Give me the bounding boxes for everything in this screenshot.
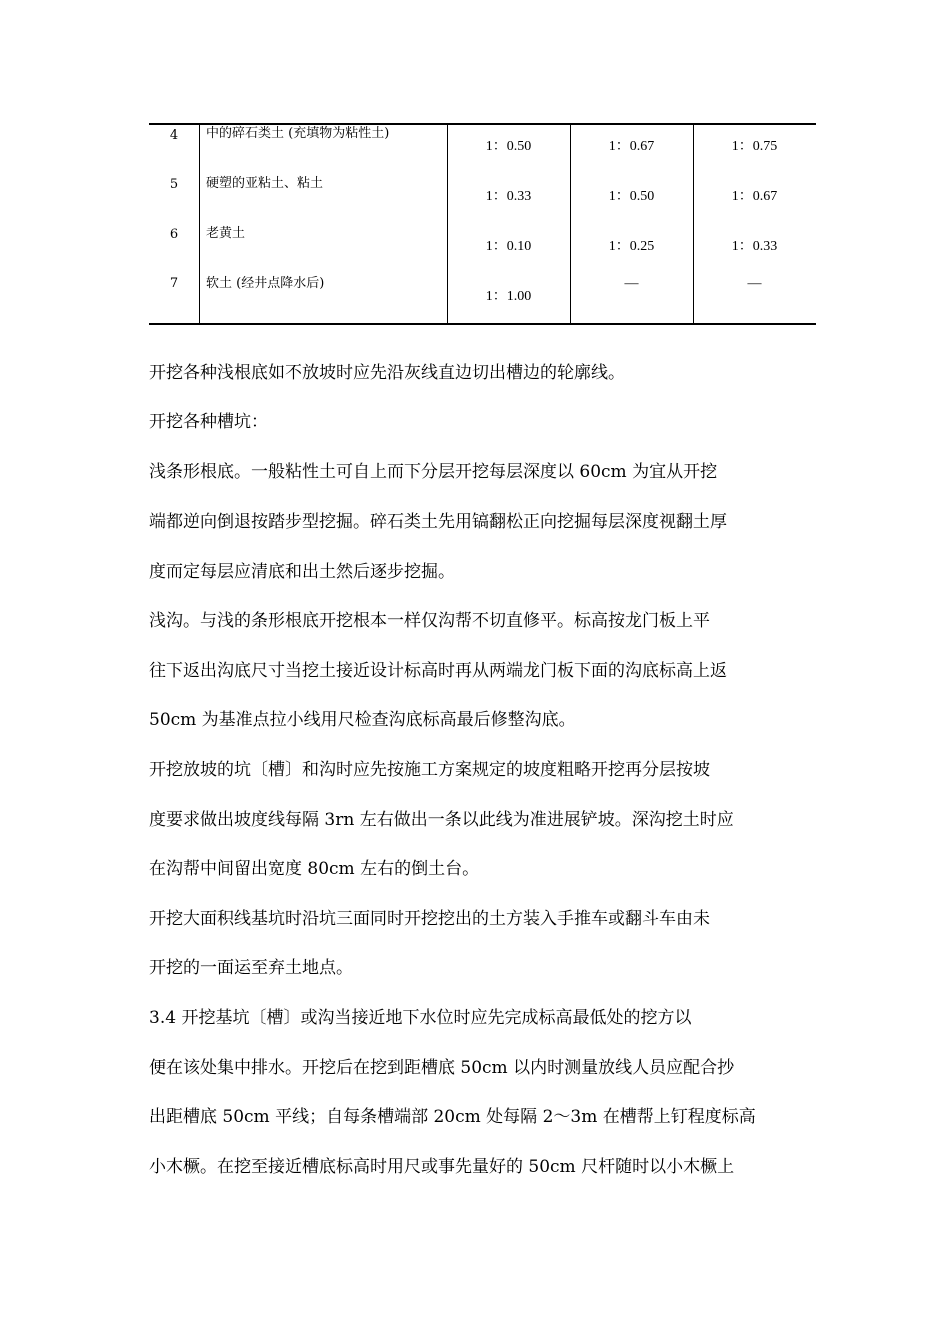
table-column-divider bbox=[199, 125, 200, 323]
table-ratio-cell: 1：0.33 bbox=[485, 189, 532, 204]
table-ratio-cell: — bbox=[624, 276, 639, 291]
body-text-line: 浅沟。与浅的条形根底开挖根本一样仅沟帮不切直修平。标高按龙门板上平 bbox=[149, 611, 710, 631]
body-text-line: 开挖大面积线基坑时沿坑三面同时开挖挖出的土方装入手推车或翻斗车由未 bbox=[149, 909, 710, 929]
body-text-line: 往下返出沟底尺寸当挖土接近设计标高时再从两端龙门板下面的沟底标高上返 bbox=[149, 661, 727, 681]
body-text-line: 浅条形根底。一般粘性土可自上而下分层开挖每层深度以 60cm 为宜从开挖 bbox=[149, 462, 718, 482]
body-text-line: 便在该处集中排水。开挖后在挖到距槽底 50cm 以内时测量放线人员应配合抄 bbox=[149, 1058, 735, 1078]
table-ratio-cell: 1：0.10 bbox=[485, 239, 532, 254]
table-ratio-cell: 1：0.25 bbox=[608, 239, 655, 254]
table-ratio-cell: 1：0.67 bbox=[608, 139, 655, 154]
body-text-line: 开挖各种浅根底如不放坡时应先沿灰线直边切出槽边的轮廓线。 bbox=[149, 363, 625, 383]
table-ratio-cell: 1：0.33 bbox=[731, 239, 778, 254]
table-ratio-cell: — bbox=[747, 276, 762, 291]
table-ratio-cell: 1：0.50 bbox=[608, 189, 655, 204]
table-row-number: 4 bbox=[169, 128, 179, 143]
body-text-line: 小木橛。在挖至接近槽底标高时用尺或事先量好的 50cm 尺杆随时以小木橛上 bbox=[149, 1157, 735, 1177]
body-text-line: 开挖的一面运至弃土地点。 bbox=[149, 958, 353, 978]
table-soil-type: 软土 (经井点降水后) bbox=[206, 276, 325, 291]
table-soil-type: 老黄土 bbox=[206, 226, 246, 241]
body-text-line: 出距槽底 50cm 平线；自每条槽端部 20cm 处每隔 2～3m 在槽帮上钉程度标高 bbox=[149, 1107, 756, 1127]
table-row-number: 6 bbox=[169, 227, 179, 242]
table-soil-type: 中的碎石类土 (充填物为粘性土) bbox=[206, 126, 390, 141]
body-text-line: 度而定每层应清底和出土然后逐步挖掘。 bbox=[149, 562, 455, 582]
table-ratio-cell: 1：1.00 bbox=[485, 289, 532, 304]
body-text-line: 3.4 开挖基坑〔槽〕或沟当接近地下水位时应先完成标高最低处的挖方以 bbox=[149, 1008, 692, 1028]
table-ratio-cell: 1：0.50 bbox=[485, 139, 532, 154]
body-text-line: 开挖各种槽坑： bbox=[149, 412, 268, 432]
body-text-line: 开挖放坡的坑〔槽〕和沟时应先按施工方案规定的坡度粗略开挖再分层按坡 bbox=[149, 760, 710, 780]
body-text-line: 端都逆向倒退按踏步型挖掘。碎石类土先用镐翻松正向挖掘每层深度视翻土厚 bbox=[149, 512, 727, 532]
slope-ratio-table bbox=[149, 123, 816, 325]
table-soil-type: 硬塑的亚粘土、粘土 bbox=[206, 176, 324, 191]
body-text-line: 度要求做出坡度线每隔 3rn 左右做出一条以此线为准进展铲坡。深沟挖土时应 bbox=[149, 810, 734, 830]
table-row-number: 7 bbox=[169, 276, 179, 291]
table-ratio-cell: 1：0.67 bbox=[731, 189, 778, 204]
table-ratio-cell: 1：0.75 bbox=[731, 139, 778, 154]
body-text-line: 50cm 为基准点拉小线用尺检查沟底标高最后修整沟底。 bbox=[149, 710, 576, 730]
table-row-number: 5 bbox=[169, 177, 179, 192]
body-text-line: 在沟帮中间留出宽度 80cm 左右的倒土台。 bbox=[149, 859, 480, 879]
